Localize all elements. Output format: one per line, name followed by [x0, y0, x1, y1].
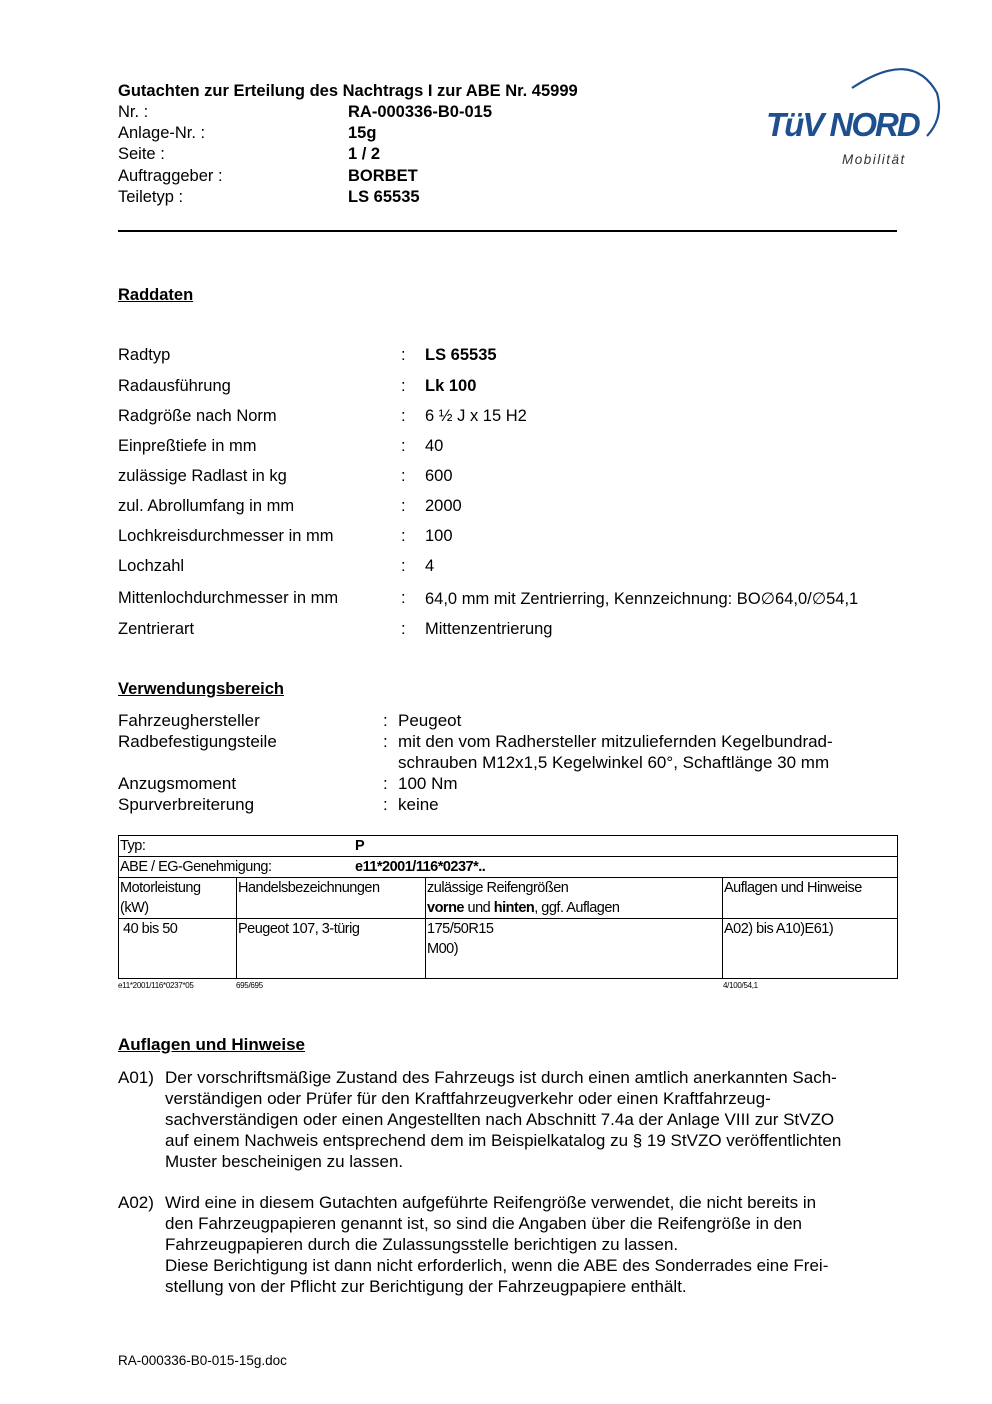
table-foot-bolt: 4/100/54,1: [723, 981, 758, 990]
verwendung-value: 100 Nm: [398, 774, 458, 793]
tuev-nord-logo: [762, 58, 942, 173]
cell-reifen: [426, 919, 723, 979]
note-line: verständigen oder Prüfer für den Kraftfahrzeugverkehr oder einen Kraftfahrzeug-: [165, 1089, 771, 1108]
verwendung-colon: :: [383, 711, 388, 730]
header-reifen-und: und: [464, 900, 494, 916]
header-reifen-sub: [427, 898, 721, 918]
raddaten-value: 600: [425, 467, 453, 485]
raddaten-value: Lk 100: [425, 377, 477, 395]
raddaten-label: zulässige Radlast in kg: [118, 467, 287, 485]
typ-cell: [119, 836, 898, 857]
raddaten-title: Raddaten: [118, 286, 194, 304]
abe-value: e11*2001/116*0237*..: [355, 859, 486, 875]
table-row: [119, 836, 898, 857]
verwendung-label: Radbefestigungsteile: [118, 732, 277, 751]
abe-cell: [119, 857, 898, 878]
cell-handel: Peugeot 107, 3-türig: [237, 919, 426, 979]
header-reifen: [426, 878, 723, 919]
raddaten-value: 4: [425, 557, 435, 575]
header-handel: Handelsbezeichnungen: [237, 878, 426, 919]
raddaten-colon: :: [401, 589, 406, 607]
verwendung-value: keine: [398, 795, 439, 814]
document-title: Gutachten zur Erteilung des Nachtrags I zur ABE Nr. 45999: [118, 82, 578, 100]
note-text-a02: [165, 1192, 900, 1297]
raddaten-value: 2000: [425, 497, 462, 515]
raddaten-value: LS 65535: [425, 346, 497, 364]
type-approval-table: [118, 835, 898, 979]
header-label-nr: Nr. :: [118, 103, 149, 121]
header-value-anlage: 15g: [348, 124, 377, 142]
raddaten-label: Einpreßtiefe in mm: [118, 437, 257, 455]
note-code-a01: A01): [118, 1068, 154, 1087]
raddaten-label: Mittenlochdurchmesser in mm: [118, 589, 339, 607]
raddaten-colon: :: [401, 407, 406, 425]
raddaten-colon: :: [401, 557, 406, 575]
verwendung-label: Anzugsmoment: [118, 774, 237, 793]
typ-label: Typ:: [120, 838, 146, 854]
raddaten-label: Lochzahl: [118, 557, 185, 575]
verwendung-value: mit den vom Radhersteller mitzuliefernden Kegelbundrad-: [398, 732, 833, 751]
note-line: stellung von der Pflicht zur Berichtigung der Fahrzeugpapiere enthält.: [165, 1277, 687, 1296]
cell-reifen-code: M00): [427, 941, 459, 957]
raddaten-label: Radausführung: [118, 377, 231, 395]
raddaten-value: 64,0 mm mit Zentrierring, Kennzeichnung: BO∅64,0/∅54,1: [425, 590, 859, 608]
note-line: auf einem Nachweis entsprechend dem im Beispielkatalog zu § 19 StVZO veröffentlichten: [165, 1131, 842, 1150]
header-reifen-hinten: hinten: [493, 900, 535, 916]
header-label-seite: Seite :: [118, 145, 165, 163]
note-line: Muster bescheinigen zu lassen.: [165, 1152, 404, 1171]
header-label-anlage: Anlage-Nr. :: [118, 124, 206, 142]
header-value-auftraggeber: BORBET: [348, 167, 418, 185]
raddaten-colon: :: [401, 346, 406, 364]
header-rule: [118, 230, 897, 232]
table-row: [119, 857, 898, 878]
header-value-teiletyp: LS 65535: [348, 188, 420, 206]
table-foot-range: 695/695: [236, 981, 263, 990]
header-motor-text: Motorleistung: [120, 880, 201, 896]
cell-reifen-size: 175/50R15: [427, 921, 494, 937]
raddaten-label: Zentrierart: [118, 620, 195, 638]
logo-subtitle: Mobilität: [842, 152, 906, 167]
raddaten-label: Radgröße nach Norm: [118, 407, 277, 425]
verwendung-colon: :: [383, 732, 388, 751]
note-line: sachverständigen oder einen Angestellten nach Abschnitt 7.4a der Anlage VIII zur StVZO: [165, 1110, 835, 1129]
typ-value: P: [355, 838, 365, 854]
note-line: den Fahrzeugpapieren genannt ist, so sind die Angaben über die Reifengröße in den: [165, 1214, 803, 1233]
raddaten-colon: :: [401, 467, 406, 485]
note-code-a02: A02): [118, 1193, 154, 1212]
verwendung-label: Fahrzeughersteller: [118, 711, 260, 730]
verwendung-value: Peugeot: [398, 711, 462, 730]
table-row: [119, 919, 898, 979]
footer-filename: RA-000336-B0-015-15g.doc: [118, 1353, 287, 1368]
note-line: Fahrzeugpapieren durch die Zulassungsstelle berichtigen zu lassen.: [165, 1235, 679, 1254]
raddaten-value: 40: [425, 437, 444, 455]
table-row: [119, 878, 898, 919]
note-line: Diese Berichtigung ist dann nicht erforderlich, wenn die ABE des Sonderrades eine Frei-: [165, 1256, 829, 1275]
raddaten-label: Radtyp: [118, 346, 171, 364]
raddaten-colon: :: [401, 527, 406, 545]
note-text-a01: [165, 1067, 900, 1172]
raddaten-colon: :: [401, 377, 406, 395]
verwendung-title: Verwendungsbereich: [118, 680, 284, 698]
verwendung-colon: :: [383, 795, 388, 814]
note-line: Der vorschriftsmäßige Zustand des Fahrzeugs ist durch einen amtlich anerkannten Sach-: [165, 1068, 837, 1087]
auflagen-title: Auflagen und Hinweise: [118, 1035, 306, 1054]
verwendung-value-cont: schrauben M12x1,5 Kegelwinkel 60°, Schaftlänge 30 mm: [398, 753, 830, 772]
header-label-teiletyp: Teiletyp :: [118, 188, 184, 206]
header-value-seite: 1 / 2: [348, 145, 381, 163]
logo-wordmark: TüV NORD: [766, 106, 919, 143]
raddaten-value: Mittenzentrierung: [425, 620, 553, 638]
raddaten-label: Lochkreisdurchmesser in mm: [118, 527, 334, 545]
raddaten-colon: :: [401, 497, 406, 515]
header-value-nr: RA-000336-B0-015: [348, 103, 492, 121]
raddaten-colon: :: [401, 437, 406, 455]
abe-label: ABE / EG-Genehmigung:: [120, 859, 272, 875]
note-line: Wird eine in diesem Gutachten aufgeführte Reifengröße verwendet, die nicht bereits in: [165, 1193, 817, 1212]
raddaten-label: zul. Abrollumfang in mm: [118, 497, 295, 515]
header-reifen-text: zulässige Reifengrößen: [427, 880, 569, 896]
raddaten-value: 100: [425, 527, 453, 545]
verwendung-colon: :: [383, 774, 388, 793]
cell-auflagen: A02) bis A10)E61): [723, 919, 898, 979]
header-reifen-vorne: vorne: [427, 900, 464, 916]
raddaten-colon: :: [401, 620, 406, 638]
table-foot-approval: e11*2001/116*0237*05: [118, 981, 194, 990]
header-motor: [119, 878, 237, 919]
header-motor-unit: (kW): [120, 900, 149, 916]
header-label-auftraggeber: Auftraggeber :: [118, 167, 223, 185]
header-reifen-rest: , ggf. Auflagen: [534, 900, 620, 916]
verwendung-label: Spurverbreiterung: [118, 795, 255, 814]
cell-motor: 40 bis 50: [119, 919, 237, 979]
header-auflagen: Auflagen und Hinweise: [723, 878, 898, 919]
raddaten-value: 6 ½ J x 15 H2: [425, 407, 527, 425]
